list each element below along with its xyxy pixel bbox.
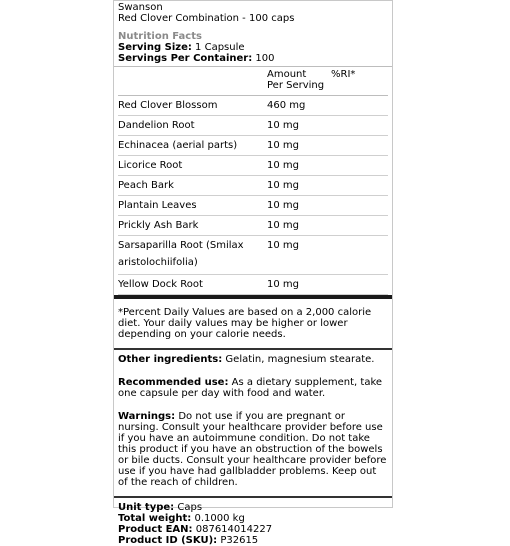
table-row bbox=[118, 236, 388, 275]
recommended-use-value: As a dietary supplement, take one capsule per day with food and water. bbox=[118, 377, 383, 399]
servings-value: 100 bbox=[255, 53, 275, 64]
recommended-use bbox=[118, 377, 388, 399]
product-ean bbox=[118, 524, 388, 535]
product-sku bbox=[118, 535, 388, 546]
servings-label: Servings Per Container: bbox=[118, 53, 253, 64]
warnings-label: Warnings: bbox=[118, 411, 176, 422]
amount-header-line2: Per Serving bbox=[267, 80, 325, 91]
product-info bbox=[118, 502, 388, 546]
section-divider bbox=[114, 348, 392, 350]
ean-value: 087614014227 bbox=[195, 524, 273, 535]
serving-size bbox=[118, 42, 388, 53]
sku-label: Product ID (SKU): bbox=[118, 535, 218, 546]
total-weight bbox=[118, 513, 388, 524]
other-ingredients bbox=[118, 354, 388, 365]
panel-content bbox=[118, 1, 388, 546]
ingredient-name: Yellow Dock Root bbox=[118, 275, 267, 295]
ingredient-name: Peach Bark bbox=[118, 176, 267, 196]
unit-type-value: Caps bbox=[177, 502, 203, 513]
ingredient-amount: 460 mg bbox=[267, 96, 388, 116]
ingredient-name-cell bbox=[118, 236, 267, 275]
ingredients-table bbox=[118, 95, 388, 295]
warnings-value: Do not use if you are pregnant or nursing. Consult your healthcare provider before use if you have an autoimmune condition. Do not take this product if you have an obstruction of the bowels or bile ducts. Consult your healthcare provider before use if you have had gallbladder problems. Keep out of the reach of children. bbox=[118, 411, 387, 488]
ingredient-amount: 10 mg bbox=[267, 156, 388, 176]
table-row bbox=[118, 216, 388, 236]
table-row bbox=[118, 96, 388, 116]
ingredient-amount: 10 mg bbox=[267, 176, 388, 196]
table-row bbox=[118, 136, 388, 156]
section-divider bbox=[114, 496, 392, 498]
ingredient-amount: 10 mg bbox=[267, 136, 388, 156]
serving-size-label: Serving Size: bbox=[118, 42, 192, 53]
ingredient-name: Plantain Leaves bbox=[118, 196, 267, 216]
nutrition-panel bbox=[113, 0, 393, 546]
ingredient-amount: 10 mg bbox=[267, 116, 388, 136]
ingredient-name: Prickly Ash Bark bbox=[118, 216, 267, 236]
ingredient-name: Licorice Root bbox=[118, 156, 267, 176]
product-name: Red Clover Combination - 100 caps bbox=[118, 13, 295, 24]
other-ingredients-value: Gelatin, magnesium stearate. bbox=[225, 354, 375, 365]
ingredient-name: Sarsaparilla Root (Smilax bbox=[118, 240, 244, 251]
serving-size-value: 1 Capsule bbox=[195, 42, 245, 53]
unit-type-label: Unit type: bbox=[118, 502, 175, 513]
ingredient-amount: 10 mg bbox=[267, 236, 388, 275]
table-row bbox=[118, 196, 388, 216]
ri-header: %RI* bbox=[331, 69, 356, 80]
nutrition-facts-title: Nutrition Facts bbox=[118, 31, 202, 42]
ingredient-name: Dandelion Root bbox=[118, 116, 267, 136]
table-row bbox=[118, 275, 388, 295]
thick-divider bbox=[114, 295, 392, 299]
amount-header bbox=[267, 69, 324, 91]
recommended-use-label: Recommended use: bbox=[118, 377, 229, 388]
amount-header-line1: Amount bbox=[267, 69, 307, 80]
brand-name: Swanson bbox=[118, 2, 163, 13]
warnings bbox=[118, 411, 388, 488]
ingredient-amount: 10 mg bbox=[267, 216, 388, 236]
sku-value: P32615 bbox=[220, 535, 259, 546]
total-weight-value: 0.1000 kg bbox=[194, 513, 245, 524]
table-row bbox=[118, 156, 388, 176]
divider bbox=[114, 66, 392, 67]
ingredient-name: Echinacea (aerial parts) bbox=[118, 136, 267, 156]
servings-per-container bbox=[118, 53, 388, 64]
ingredient-name: Red Clover Blossom bbox=[118, 96, 267, 116]
table-row bbox=[118, 116, 388, 136]
total-weight-label: Total weight: bbox=[118, 513, 192, 524]
unit-type bbox=[118, 502, 388, 513]
ingredient-amount: 10 mg bbox=[267, 196, 388, 216]
table-row bbox=[118, 176, 388, 196]
ingredient-name-line2: aristolochiifolia) bbox=[118, 257, 198, 268]
other-ingredients-label: Other ingredients: bbox=[118, 354, 223, 365]
ingredient-amount: 10 mg bbox=[267, 275, 388, 295]
ean-label: Product EAN: bbox=[118, 524, 193, 535]
table-header bbox=[118, 69, 388, 93]
daily-values-footnote: *Percent Daily Values are based on a 2,000 calorie diet. Your daily values may be higher or lower depending on your calorie needs. bbox=[118, 307, 372, 340]
